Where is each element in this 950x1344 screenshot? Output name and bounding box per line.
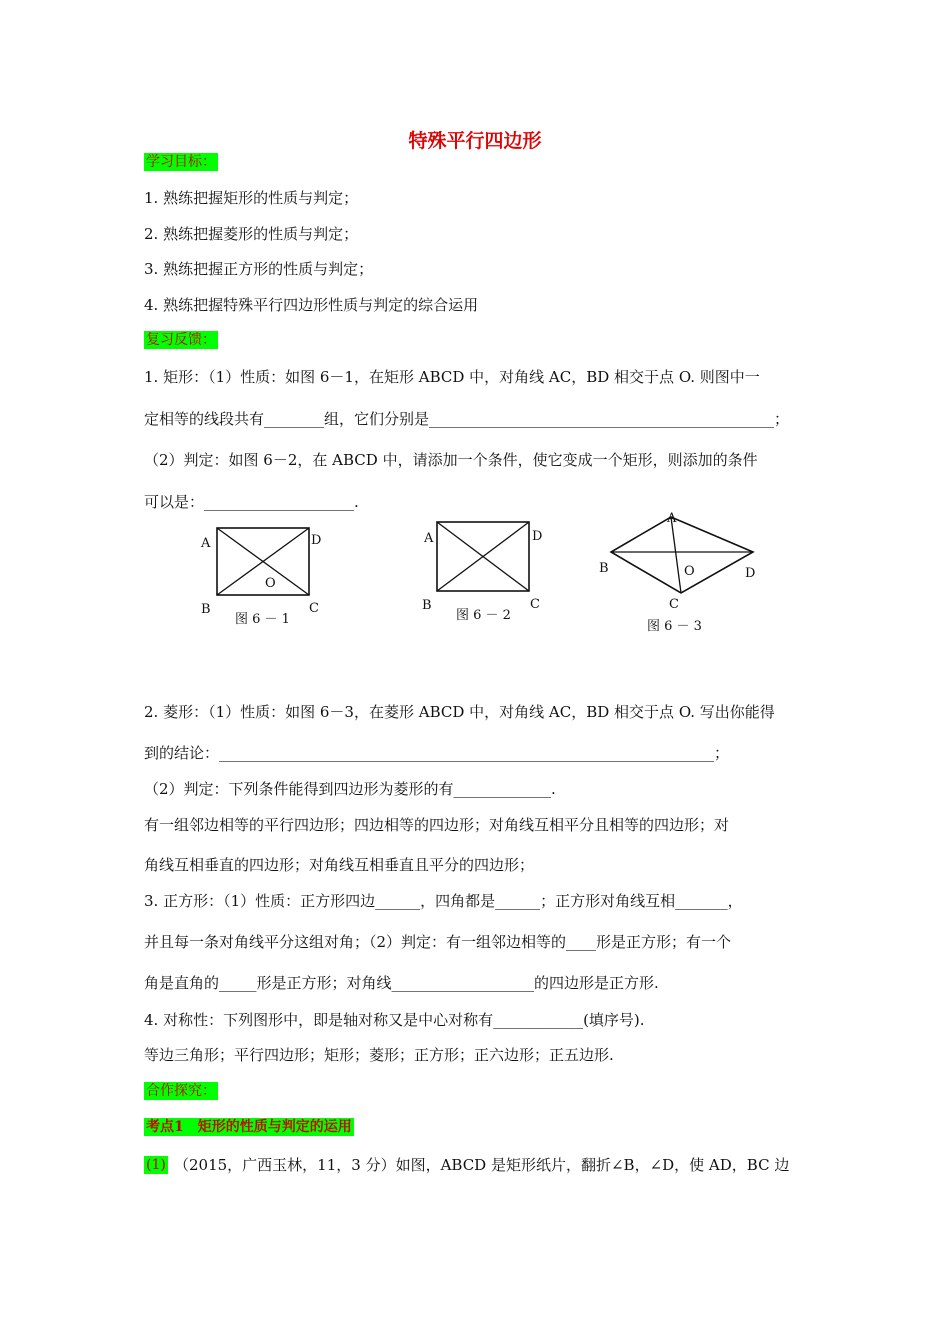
fig3-caption: 图 6 － 3 xyxy=(647,619,702,634)
fig3-label-a: A xyxy=(667,511,677,526)
figure-6-1 xyxy=(195,515,345,635)
fig3-rhombus xyxy=(611,517,756,593)
fig3-label-c: C xyxy=(669,597,679,612)
q4-line-2: 等边三角形；平行四边形；矩形；菱形；正方形；正六边形；正五边形. xyxy=(144,1046,614,1064)
section-explore-label: 合作探究： xyxy=(146,1083,216,1099)
section-goals-label: 学习目标： xyxy=(146,154,216,170)
fig3-label-b: B xyxy=(599,561,609,576)
fig1-label-o: O xyxy=(265,576,276,591)
q1-line-3: （2）判定：如图 6－2，在 ABCD 中，请添加一个条件，使它变成一个矩形，则添加的条件 xyxy=(144,451,758,469)
q3-line-1: 3. 正方形：（1）性质：正方形四边______，四角都是______；正方形对角线互相_______， xyxy=(144,892,743,910)
q1-line-2: 定相等的线段共有________组，它们分别是______________________________________________； xyxy=(144,410,790,428)
q4-line-1: 4. 对称性：下列图形中，即是轴对称又是中心对称有____________(填序号). xyxy=(144,1011,645,1029)
q1-line-4: 可以是：____________________. xyxy=(144,493,359,511)
figure-6-2 xyxy=(420,512,560,627)
fig2-label-a: A xyxy=(424,531,434,546)
goal-item-3: 3. 熟练把握正方形的性质与判定； xyxy=(144,260,374,278)
document-title: 特殊平行四边形 xyxy=(408,130,542,152)
fig1-label-d: D xyxy=(311,533,322,548)
q2-line-2: 到的结论：__________________________________________________________________； xyxy=(144,744,730,762)
fig2-label-c: C xyxy=(530,597,540,612)
fig2-label-d: D xyxy=(532,529,543,544)
q2-line-1: 2. 菱形：（1）性质：如图 6－3，在菱形 ABCD 中，对角线 AC，BD 相交于点 O. 写出你能得 xyxy=(144,703,775,721)
fig3-label-o: O xyxy=(684,564,695,579)
fig3-diagonal-ac xyxy=(671,517,681,593)
fig2-label-b: B xyxy=(422,598,432,613)
q3-line-2: 并且每一条对角线平分这组对角；（2）判定：有一组邻边相等的____形是正方形；有一个 xyxy=(144,933,732,951)
q3-line-3: 角是直角的_____形是正方形；对角线___________________的四边形是正方形. xyxy=(144,974,659,992)
example-1-text: （2015，广西玉林，11，3 分）如图，ABCD 是矩形纸片，翻折∠B，∠D，使 AD，BC 边 xyxy=(174,1156,790,1174)
q1-line-1: 1. 矩形：（1）性质：如图 6－1，在矩形 ABCD 中，对角线 AC，BD 相交于点 O. 则图中一 xyxy=(144,368,760,386)
fig2-caption: 图 6 － 2 xyxy=(456,608,511,623)
goal-item-2: 2. 熟练把握菱形的性质与判定； xyxy=(144,225,359,243)
fig1-label-a: A xyxy=(201,536,211,551)
example-1-label: (1) xyxy=(146,1157,166,1173)
section-kaodian1-label: 考点1 矩形的性质与判定的运用 xyxy=(146,1119,352,1135)
goal-item-1: 1. 熟练把握矩形的性质与判定； xyxy=(144,189,359,207)
q2-line-3: （2）判定：下列条件能得到四边形为菱形的有_____________. xyxy=(144,780,556,798)
fig1-caption: 图 6 － 1 xyxy=(235,612,290,627)
q2-line-5: 角线互相垂直的四边形；对角线互相垂直且平分的四边形； xyxy=(144,856,535,874)
figure-6-3 xyxy=(595,510,770,635)
goal-item-4: 4. 熟练把握特殊平行四边形性质与判定的综合运用 xyxy=(144,296,479,314)
fig1-label-b: B xyxy=(201,602,211,617)
q2-line-4: 有一组邻边相等的平行四边形；四边相等的四边形；对角线互相平分且相等的四边形；对 xyxy=(144,816,730,834)
section-review-label: 复习反馈： xyxy=(146,332,216,348)
fig3-label-d: D xyxy=(745,566,756,581)
fig1-label-c: C xyxy=(309,601,319,616)
